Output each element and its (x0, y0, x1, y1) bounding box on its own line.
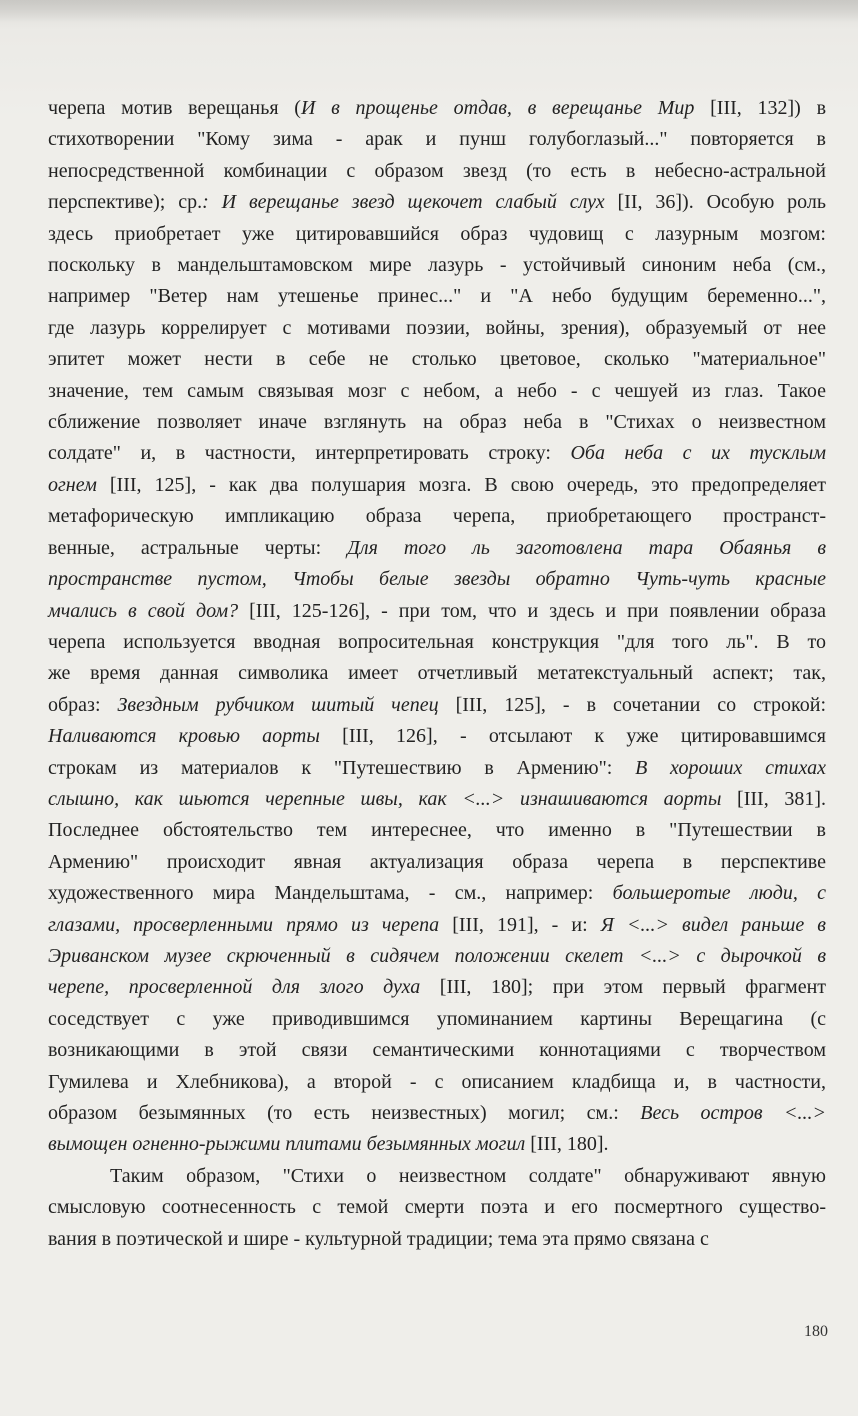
text-line (48, 407, 826, 438)
text-segment: [III, 180]; при этом первый фрагмент (420, 976, 827, 999)
text-line (48, 344, 826, 375)
text-segment: Последнее обстоятельство тем интереснее, что именно в "Путешествии в (48, 819, 826, 842)
text-line (48, 784, 826, 815)
italic-quote: Оба неба с их тусклым (570, 442, 826, 465)
text-line (48, 627, 826, 658)
italic-quote: огнем (48, 473, 97, 496)
italic-quote: черепе, просверленной для злого духа (48, 976, 421, 999)
italic-quote: Эриванском музее скрюченный в сидячем положении скелет <...> с дырочкой в (48, 944, 826, 967)
scan-top-edge (0, 0, 858, 22)
text-line (48, 219, 826, 250)
text-segment: соседствует с уже приводившимся упоминанием картины Верещагина (с (48, 1007, 826, 1030)
text-segment: [III, 180]. (525, 1133, 609, 1156)
text-segment: [III, 125], - как два полушария мозга. В свою очередь, это предопределяет (96, 473, 826, 496)
text-segment: же время данная символика имеет отчетливый метатекстуальный аспект; так, (48, 662, 826, 685)
text-line (48, 533, 826, 564)
text-segment: Гумилева и Хлебникова), а второй - с описанием кладбища и, в частности, (48, 1070, 826, 1093)
text-segment: черепа мотив верещанья ( (48, 97, 301, 119)
text-line (48, 878, 826, 909)
text-line (48, 313, 826, 344)
text-line (48, 1067, 826, 1098)
text-segment: образ: (48, 693, 118, 716)
italic-quote: Весь остров <...> (640, 1102, 826, 1124)
italic-quote: Я <...> видел раньше в (600, 913, 826, 936)
text-segment: образом безымянных (то есть неизвестных) могил; см.: (48, 1102, 641, 1124)
text-segment: черепа используется вводная вопросительная конструкция "для того ль". В то (48, 630, 826, 653)
italic-quote: глазами, просверленными прямо из черепа (48, 913, 440, 936)
text-line (48, 281, 826, 312)
text-segment: вания в поэтической и шире - культурной традиции; тема эта прямо связана с (48, 1227, 709, 1250)
text-segment: непосредственной комбинации с образом звезд (то есть в небесно-астральной (48, 159, 826, 182)
text-segment: солдате" и, в частности, интерпретировать строку: (48, 442, 571, 465)
italic-quote: Наливаются кровью аорты (48, 725, 320, 748)
text-segment: [III, 191], - и: (439, 913, 601, 936)
text-segment: поскольку в мандельштамовском мире лазурь - устойчивый синоним неба (см., (48, 254, 826, 277)
text-segment: возникающими в этой связи семантическими коннотациями с творчеством (48, 1039, 826, 1062)
text-line (48, 1035, 826, 1066)
text-segment: стихотворении "Кому зима - арак и пунш голубоглазый..." повторяется в (48, 128, 826, 151)
text-segment: [III, 125], - в сочетании со строкой: (438, 693, 827, 716)
italic-quote: : И верещанье звезд щекочет слабый слух (202, 191, 605, 214)
text-line (48, 1192, 826, 1223)
text-line (48, 124, 826, 155)
italic-quote: мчались в свой дом? (48, 599, 239, 622)
text-line (48, 847, 826, 878)
text-segment: значение, тем самым связывая мозг с небом, а небо - с чешуей из глаз. Такое (48, 379, 826, 402)
text-segment: [III, 126], - отсылают к уже цитировавшимся (319, 725, 826, 748)
text-line (48, 1224, 826, 1255)
italic-quote: Для того ль заготовлена тара Обаянья в (347, 536, 827, 559)
text-line (48, 753, 826, 784)
text-segment: [II, 36]). Особую роль (604, 191, 826, 214)
text-segment: перспективе); ср. (48, 191, 203, 214)
text-segment: Армению" происходит явная актуализация образа черепа в перспективе (48, 850, 826, 873)
italic-quote: пространстве пустом, Чтобы белые звезды обратно Чуть-чуть красные (48, 568, 826, 591)
text-segment: где лазурь коррелирует с мотивами поэзии, войны, зрения), образуемый от нее (48, 316, 826, 339)
body-text (48, 93, 826, 1255)
text-line (48, 438, 826, 469)
text-segment: строкам из материалов к "Путешествию в Армению": (48, 756, 636, 779)
text-line (48, 690, 826, 721)
text-line (48, 941, 826, 972)
text-segment: [III, 381]. (721, 787, 826, 810)
text-line (48, 1161, 826, 1192)
page-number: 180 (804, 1323, 828, 1340)
italic-quote: вымощен огненно-рыжими плитами безымянных могил (48, 1133, 526, 1156)
text-line (48, 93, 826, 124)
text-line (48, 564, 826, 595)
text-segment: [III, 125-126], - при том, что и здесь и при появлении образа (238, 599, 826, 622)
text-line (48, 910, 826, 941)
text-segment: [III, 132]) в (694, 97, 827, 119)
text-segment: венные, астральные черты: (48, 536, 348, 559)
text-segment: сближение позволяет иначе взглянуть на образ неба в "Стихах о неизвестном (48, 411, 826, 434)
italic-quote: слышно, как шьются черепные швы, как <...> изнашиваются аорты (48, 787, 722, 810)
text-line (48, 250, 826, 281)
text-line (48, 501, 826, 532)
text-line (48, 1098, 826, 1129)
text-segment: смысловую соотнесенность с темой смерти поэта и его посмертного существо- (48, 1196, 826, 1219)
text-line (48, 156, 826, 187)
text-line (48, 1129, 826, 1160)
text-line (48, 721, 826, 752)
text-segment: здесь приобретает уже цитировавшийся образ чудовищ с лазурным мозгом: (48, 222, 826, 245)
text-line (48, 972, 826, 1003)
italic-quote: большеротые люди, с (612, 882, 827, 905)
italic-quote: И в прощенье отдав, в верещанье Мир (300, 97, 695, 119)
text-segment: например "Ветер нам утешенье принес..." и "А небо будущим беременно...", (48, 285, 826, 308)
text-line (48, 187, 826, 218)
text-line (48, 376, 826, 407)
italic-quote: В хороших стихах (635, 756, 826, 779)
text-segment: метафорическую импликацию образа черепа, приобретающего пространст- (48, 505, 826, 528)
text-line (48, 1004, 826, 1035)
text-line (48, 658, 826, 689)
text-line (48, 596, 826, 627)
italic-quote: Звездным рубчиком шитый чепец (117, 693, 439, 716)
text-segment: эпитет может нести в себе не столько цветовое, сколько "материальное" (48, 348, 826, 371)
text-line (48, 815, 826, 846)
text-segment: Таким образом, "Стихи о неизвестном солдате" обнаруживают явную (110, 1164, 826, 1187)
text-line (48, 470, 826, 501)
text-segment: художественного мира Мандельштама, - см., например: (48, 882, 613, 905)
